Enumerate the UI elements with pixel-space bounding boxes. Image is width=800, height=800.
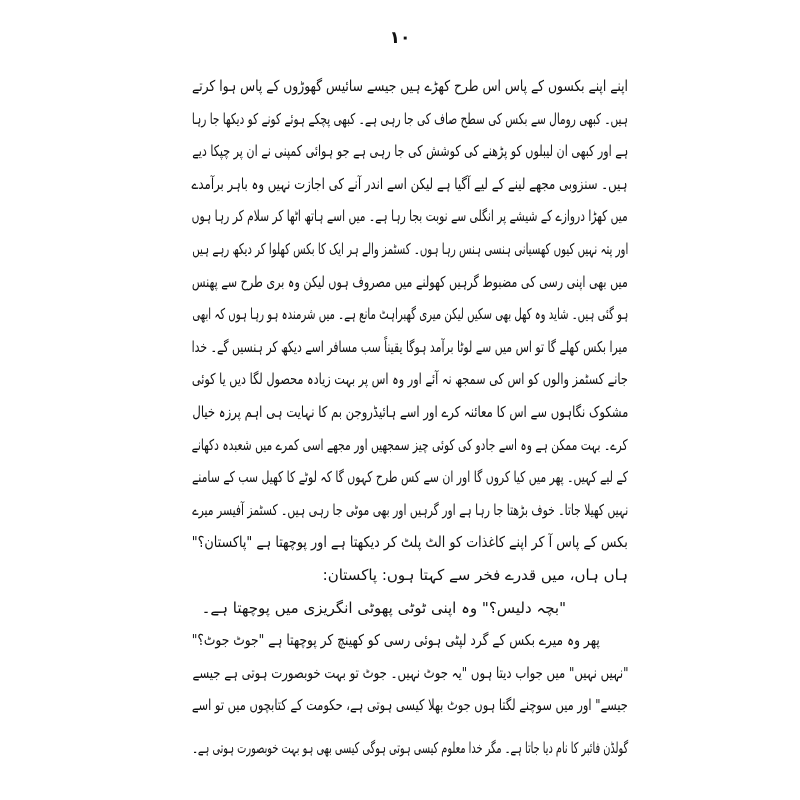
text-line-content: کرے۔ بہت ممکن ہے وہ اسے جادو کی کوئی چیز سمجھیں اور مجھے اسی کمرے میں شعبدہ دکھانے xyxy=(192,435,628,454)
text-line-content: پھر وہ میرے بکس کے گرد لپٹی ہوئی رسی کو کھینچ کر پوچھتا ہے "جوٹ جوٹ؟" xyxy=(192,631,600,650)
text-line xyxy=(192,298,628,331)
text-line-content: مشکوک نگاہوں سے اس کا معائنہ کرے اور اسے ہائیڈروجن بم کا نہایت ہی اہم پرزہ خیال xyxy=(192,402,628,421)
text-line-content: ہیں۔ سنزوبی مجھے لینے کے لیے آگیا ہے لیکن اسے اندر آنے کی اجازت نہیں وہ باہر برآمدے xyxy=(192,174,628,193)
text-line xyxy=(192,559,628,592)
text-line xyxy=(192,331,628,364)
text-line xyxy=(192,363,628,396)
text-line-content: نہیں کھیلا جاتا۔ خوف بڑھتا جا رہا ہے اور گرہیں اور بھی موٹی جا رہی ہیں۔ کسٹمز آفیسر میرے xyxy=(192,500,628,519)
text-line xyxy=(192,689,628,722)
text-line-content: میں کھڑا دروازے کے شیشے پر انگلی سے نوبت بجا رہا ہے۔ میں اسے ہاتھ اٹھا کر سلام کر رہا ہوں xyxy=(192,207,628,226)
text-line-content: اور پتہ نہیں کیوں کھسیانی ہنسی ہنس رہا ہوں۔ کسٹمز والے ہر ایک کا بکس کھلوا کر دیکھ رہے ہیں xyxy=(192,239,628,258)
text-line-content: "بچہ دلیس؟" وہ اپنی ٹوٹی پھوٹی انگریزی میں پوچھتا ہے۔ xyxy=(201,598,566,617)
text-line-content: جیسے" اور میں سوچنے لگتا ہوں جوٹ بھلا کیسی ہوتی ہے، حکومت کے کتابچوں میں تو اسے xyxy=(192,696,628,715)
text-line-content: ہاں ہاں، میں قدرے فخر سے کہتا ہوں: پاکستان: xyxy=(322,565,628,584)
text-line-content: ہیں۔ کبھی رومال سے بکس کی سطح صاف کی جا رہی ہے۔ کبھی پچکے ہوئے کونے کو دیکھا جا رہا xyxy=(192,109,628,128)
text-line xyxy=(192,103,628,136)
text-line-content: اپنے اپنے بکسوں کے پاس اس طرح کھڑے ہیں جیسے سائیس گھوڑوں کے پاس ہوا کرتے xyxy=(192,77,628,95)
text-line xyxy=(192,135,628,168)
text-line-content: ہو گئی ہیں۔ شاید وہ کھل بھی سکیں لیکن میری گھبراہٹ مانع ہے۔ میں شرمندہ ہو رہا ہوں کہ ابھی xyxy=(192,305,628,324)
text-line xyxy=(192,233,628,266)
text-line xyxy=(192,200,628,233)
text-line xyxy=(192,266,628,299)
text-line xyxy=(192,494,628,527)
text-line xyxy=(192,429,628,462)
text-line-content: گولڈن فائبر کا نام دیا جاتا ہے۔ مگر خدا معلوم کیسی ہوتی ہوگی کیسی بھی ہو بہت خوبصورت ہوتی ہے۔ xyxy=(192,738,628,757)
text-line xyxy=(192,732,628,765)
text-line xyxy=(192,461,628,494)
text-line-content: "نہیں نہیں" میں جواب دیتا ہوں "یہ جوٹ نہیں۔ جوٹ تو بہت خوبصورت ہوتی ہے جیسے xyxy=(192,663,628,682)
text-line xyxy=(192,624,628,657)
text-line xyxy=(192,396,628,429)
body-text xyxy=(192,70,628,764)
text-line-content: بکس کے پاس آ کر اپنے کاغذات کو الٹ پلٹ کر دیکھتا ہے اور پوچھتا ہے "پاکستان؟" xyxy=(192,533,628,552)
text-line xyxy=(192,168,628,201)
text-line xyxy=(192,657,628,690)
text-line xyxy=(192,592,628,625)
text-line xyxy=(192,70,628,103)
text-line-content: جانے کسٹمز والوں کو اس کی سمجھ نہ آئے اور وہ اس پر بہت زیادہ محصول لگا دیں یا کوئی xyxy=(192,370,628,389)
text-line-content: میرا بکس کھلے گا تو اس میں سے لوٹا برآمد ہوگا یقیناً سب مسافر اسے دیکھ کر ہنسیں گے۔ خدا xyxy=(192,337,628,356)
page-number: ۱۰ xyxy=(389,28,411,48)
text-line xyxy=(192,526,628,559)
text-line-content: کے لیے کہیں۔ پھر میں کیا کروں گا اور ان سے کس طرح کہوں گا کہ لوٹے کا کھیل سب کے سامنے xyxy=(192,468,628,487)
text-line-content: ہے اور کبھی ان لیبلوں کو پڑھنے کی کوشش کی جا رہی ہے جو ہوائی کمپنی نے ان پر چپکا دیے xyxy=(192,142,628,161)
text-line-content: میں بھی اپنی رسی کی مضبوط گرہیں کھولنے میں مصروف ہوں لیکن وہ بری طرح سے پھنس xyxy=(192,272,628,291)
